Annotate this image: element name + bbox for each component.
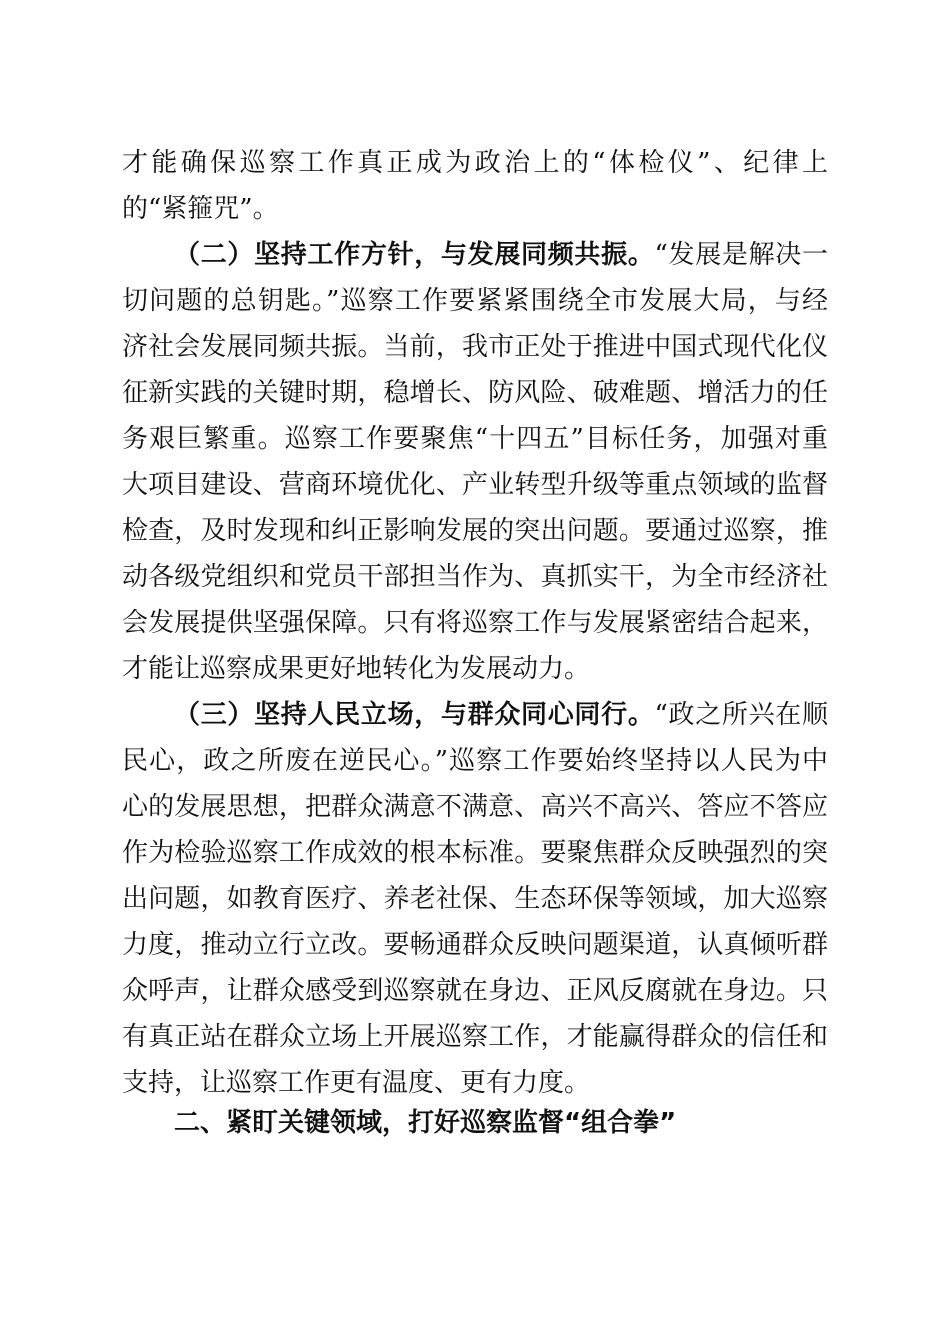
text-line: 作为检验巡察工作成效的根本标准。要聚焦群众反映强烈的突 (122, 838, 828, 868)
text-line: 力度，推动立行立改。要畅通群众反映问题渠道，认真倾听群 (122, 930, 828, 960)
text-line: 动各级党组织和党员干部担当作为、真抓实干，为全市经济社 (122, 562, 828, 592)
text-span: “政之所兴在顺 (654, 700, 828, 730)
text-line: 大项目建设、营商环境优化、产业转型升级等重点领域的监督 (122, 470, 828, 500)
paragraph-lead-heading: （二）坚持工作方针，与发展同频共振。 (174, 240, 655, 270)
text-line: 才能确保巡察工作真正成为政治上的“体检仪”、纪律上 (122, 148, 828, 178)
text-line: 有真正站在群众立场上开展巡察工作，才能赢得群众的信任和 (122, 1022, 828, 1052)
text-line: 民心，政之所废在逆民心。”巡察工作要始终坚持以人民为中 (122, 746, 828, 776)
section-heading: 二、紧盯关键领域，打好巡察监督“组合拳” (174, 1108, 677, 1138)
text-line: 众呼声，让群众感受到巡察就在身边、正风反腐就在身边。只 (122, 976, 828, 1006)
text-line: 会发展提供坚强保障。只有将巡察工作与发展紧密结合起来， (122, 608, 828, 638)
paragraph-first-line (174, 235, 828, 275)
text-line: 切问题的总钥匙。”巡察工作要紧紧围绕全市发展大局，与经 (122, 286, 828, 316)
text-line: 出问题，如教育医疗、养老社保、生态环保等领域，加大巡察 (122, 884, 828, 914)
paragraph-lead-heading: （三）坚持人民立场，与群众同心同行。 (174, 700, 655, 730)
text-line: 心的发展思想，把群众满意不满意、高兴不高兴、答应不答应 (122, 792, 828, 822)
text-line: 征新实践的关键时期，稳增长、防风险、破难题、增活力的任 (122, 378, 828, 408)
paragraph-first-line (174, 695, 828, 735)
text-line: 务艰巨繁重。巡察工作要聚焦“十四五”目标任务，加强对重 (122, 424, 828, 454)
text-line: 支持，让巡察工作更有温度、更有力度。 (122, 1068, 591, 1098)
text-line: 的“紧箍咒”。 (122, 194, 279, 224)
text-line: 才能让巡察成果更好地转化为发展动力。 (122, 654, 591, 684)
text-span: “发展是解决一 (654, 240, 828, 270)
text-line: 检查，及时发现和纠正影响发展的突出问题。要通过巡察，推 (122, 516, 828, 546)
text-line: 济社会发展同频共振。当前，我市正处于推进中国式现代化仪 (122, 332, 828, 362)
